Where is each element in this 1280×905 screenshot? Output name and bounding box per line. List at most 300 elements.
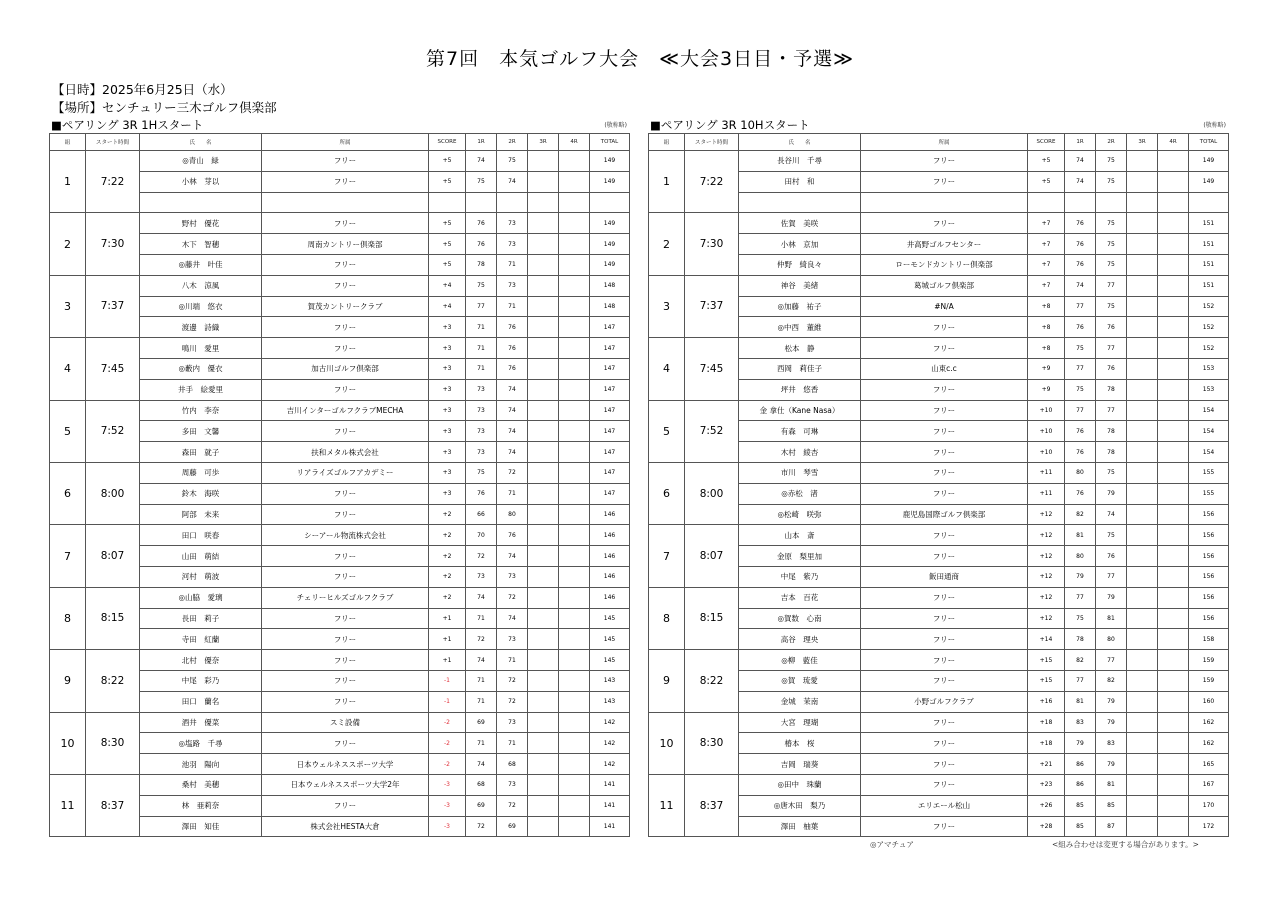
start-time: 8:00 — [685, 462, 739, 524]
player-name: 坪井 悠香 — [739, 379, 861, 400]
player-affiliation: フリー — [262, 546, 429, 567]
player-total: 155 — [1189, 483, 1229, 504]
player-r3 — [1127, 462, 1158, 483]
player-r3 — [1127, 504, 1158, 525]
player-r4 — [1158, 629, 1189, 650]
player-r3 — [1127, 525, 1158, 546]
player-r2: 73 — [497, 275, 528, 296]
player-total: 151 — [1189, 234, 1229, 255]
player-r1: 75 — [1065, 338, 1096, 359]
player-r1: 86 — [1065, 754, 1096, 775]
player-r1: 82 — [1065, 650, 1096, 671]
player-r3 — [528, 213, 559, 234]
player-score: +23 — [1028, 774, 1065, 795]
player-affiliation: フリー — [861, 650, 1028, 671]
player-r2: 74 — [497, 608, 528, 629]
player-score: -3 — [429, 816, 466, 837]
group-number: 1 — [50, 151, 86, 213]
player-r1: 83 — [1065, 712, 1096, 733]
player-total: 159 — [1189, 650, 1229, 671]
player-name: 鳴川 愛里 — [140, 338, 262, 359]
player-r3 — [528, 421, 559, 442]
player-total: 146 — [590, 546, 630, 567]
player-r4 — [559, 338, 590, 359]
player-r2: 77 — [1096, 338, 1127, 359]
player-r1: 77 — [466, 296, 497, 317]
player-r2: 79 — [1096, 587, 1127, 608]
player-score — [429, 192, 466, 213]
player-affiliation: シーアール物流株式会社 — [262, 525, 429, 546]
player-total: 146 — [590, 504, 630, 525]
player-affiliation — [861, 192, 1028, 213]
player-r3 — [528, 650, 559, 671]
player-r3 — [1127, 379, 1158, 400]
player-r4 — [559, 670, 590, 691]
player-name: 池羽 陽向 — [140, 754, 262, 775]
player-r2: 75 — [1096, 234, 1127, 255]
player-name: ◎田中 珠蘭 — [739, 774, 861, 795]
player-name: 桑村 美穂 — [140, 774, 262, 795]
table-row — [649, 587, 1229, 608]
player-r3 — [1127, 608, 1158, 629]
player-r1: 75 — [466, 275, 497, 296]
player-r3 — [1127, 192, 1158, 213]
player-affiliation: フリー — [861, 171, 1028, 192]
player-r1: 75 — [466, 171, 497, 192]
player-r3 — [528, 712, 559, 733]
player-r2: 76 — [497, 317, 528, 338]
player-r3 — [1127, 234, 1158, 255]
player-r3 — [528, 608, 559, 629]
player-score: -2 — [429, 712, 466, 733]
player-score: +12 — [1028, 546, 1065, 567]
player-r4 — [559, 151, 590, 172]
player-r4 — [559, 400, 590, 421]
player-name: 金 拿仕（Kane Nasa） — [739, 400, 861, 421]
player-name: 田村 和 — [739, 171, 861, 192]
player-r1: 76 — [466, 213, 497, 234]
player-total: 142 — [590, 733, 630, 754]
player-r3 — [528, 754, 559, 775]
player-r2: 75 — [1096, 151, 1127, 172]
player-total: 142 — [590, 712, 630, 733]
header-r4: 4R — [559, 134, 590, 151]
player-score: -2 — [429, 754, 466, 775]
player-r3 — [528, 795, 559, 816]
player-r2: 78 — [1096, 442, 1127, 463]
player-r4 — [559, 546, 590, 567]
player-total: 147 — [590, 379, 630, 400]
player-score: +18 — [1028, 733, 1065, 754]
player-total: 141 — [590, 816, 630, 837]
player-r3 — [528, 587, 559, 608]
group-number: 5 — [649, 400, 685, 462]
table-row — [50, 650, 630, 671]
player-score: +12 — [1028, 504, 1065, 525]
player-name: 大宮 理瑚 — [739, 712, 861, 733]
player-total: 145 — [590, 650, 630, 671]
player-r1: 71 — [466, 670, 497, 691]
honorifics-note: (敬称略) — [1203, 122, 1226, 129]
player-r4 — [1158, 171, 1189, 192]
player-name: 神谷 美緒 — [739, 275, 861, 296]
player-affiliation: 井高野ゴルフセンター — [861, 234, 1028, 255]
player-affiliation: フリー — [861, 774, 1028, 795]
player-affiliation: フリー — [861, 483, 1028, 504]
player-r2: 80 — [1096, 629, 1127, 650]
player-r2: 74 — [497, 400, 528, 421]
player-r4 — [559, 712, 590, 733]
table-row — [50, 338, 630, 359]
player-name: ◎赤松 渚 — [739, 483, 861, 504]
player-affiliation: フリー — [861, 379, 1028, 400]
player-score: +3 — [429, 421, 466, 442]
player-total: 149 — [1189, 171, 1229, 192]
player-r4 — [1158, 754, 1189, 775]
player-r2: 73 — [497, 774, 528, 795]
player-score: +15 — [1028, 650, 1065, 671]
player-r3 — [528, 358, 559, 379]
player-r4 — [1158, 296, 1189, 317]
player-r3 — [1127, 421, 1158, 442]
start-time: 8:15 — [685, 587, 739, 649]
group-number: 7 — [649, 525, 685, 587]
table-row — [649, 275, 1229, 296]
player-name: ◎柳 藍佳 — [739, 650, 861, 671]
player-r2: 85 — [1096, 795, 1127, 816]
player-total: 152 — [1189, 338, 1229, 359]
player-affiliation: フリー — [262, 795, 429, 816]
player-r1: 73 — [466, 442, 497, 463]
player-r4 — [1158, 546, 1189, 567]
player-total: 142 — [590, 754, 630, 775]
player-name: 西岡 莉佳子 — [739, 358, 861, 379]
player-r4 — [1158, 379, 1189, 400]
player-name: 金城 茉南 — [739, 691, 861, 712]
player-total: 156 — [1189, 608, 1229, 629]
start-time: 7:45 — [685, 338, 739, 400]
player-name: ◎藤井 叶佳 — [140, 254, 262, 275]
player-total: 156 — [1189, 587, 1229, 608]
player-name: 市川 琴雪 — [739, 462, 861, 483]
player-r4 — [1158, 670, 1189, 691]
player-r1: 69 — [466, 712, 497, 733]
player-r1: 72 — [466, 816, 497, 837]
player-r2: 81 — [1096, 608, 1127, 629]
player-r2: 78 — [1096, 379, 1127, 400]
group-number: 10 — [649, 712, 685, 774]
player-r3 — [1127, 151, 1158, 172]
player-score: +5 — [1028, 171, 1065, 192]
player-total: 162 — [1189, 733, 1229, 754]
player-total: 146 — [590, 587, 630, 608]
player-name: 椿本 桜 — [739, 733, 861, 754]
player-name: 森田 就子 — [140, 442, 262, 463]
player-r4 — [559, 254, 590, 275]
player-affiliation: フリー — [861, 421, 1028, 442]
player-total: 170 — [1189, 795, 1229, 816]
player-r3 — [528, 151, 559, 172]
player-r1: 76 — [466, 483, 497, 504]
player-score: +8 — [1028, 338, 1065, 359]
player-score: +5 — [429, 151, 466, 172]
player-r4 — [1158, 566, 1189, 587]
player-score: +1 — [429, 629, 466, 650]
table-row — [50, 525, 630, 546]
player-name: 寺田 紅蘭 — [140, 629, 262, 650]
start-time: 7:37 — [86, 275, 140, 337]
player-r1: 74 — [1065, 275, 1096, 296]
player-score: +15 — [1028, 670, 1065, 691]
group-number: 2 — [649, 213, 685, 275]
player-affiliation: フリー — [861, 587, 1028, 608]
player-name: 高谷 理央 — [739, 629, 861, 650]
player-r4 — [559, 525, 590, 546]
player-r2: 77 — [1096, 566, 1127, 587]
player-r4 — [559, 317, 590, 338]
player-r3 — [1127, 566, 1158, 587]
player-score: +3 — [429, 462, 466, 483]
player-r1: 71 — [466, 317, 497, 338]
player-r3 — [1127, 670, 1158, 691]
player-total: 160 — [1189, 691, 1229, 712]
start-time: 8:30 — [685, 712, 739, 774]
player-r4 — [559, 171, 590, 192]
start-time: 7:22 — [685, 151, 739, 213]
player-score: +8 — [1028, 296, 1065, 317]
player-affiliation: リアライズゴルフアカデミー — [262, 462, 429, 483]
header-r3: 3R — [528, 134, 559, 151]
player-r4 — [559, 566, 590, 587]
header-r1: 1R — [1065, 134, 1096, 151]
player-affiliation: エリエール松山 — [861, 795, 1028, 816]
player-affiliation: 山東c.c — [861, 358, 1028, 379]
player-r4 — [559, 691, 590, 712]
player-r1: 80 — [1065, 546, 1096, 567]
player-r3 — [1127, 691, 1158, 712]
player-affiliation: フリー — [861, 213, 1028, 234]
player-affiliation: フリー — [262, 483, 429, 504]
player-name: 北村 優奈 — [140, 650, 262, 671]
player-total: 154 — [1189, 400, 1229, 421]
player-r1: 79 — [1065, 566, 1096, 587]
player-name: ◎加藤 祐子 — [739, 296, 861, 317]
player-r4 — [559, 296, 590, 317]
player-r3 — [528, 317, 559, 338]
player-total: 143 — [590, 691, 630, 712]
table-row — [649, 462, 1229, 483]
start-time: 8:07 — [685, 525, 739, 587]
player-affiliation: フリー — [262, 691, 429, 712]
player-r4 — [559, 379, 590, 400]
player-name: 山田 萌結 — [140, 546, 262, 567]
player-total: 143 — [590, 670, 630, 691]
player-score: +21 — [1028, 754, 1065, 775]
player-r1: 74 — [466, 587, 497, 608]
player-r4 — [1158, 795, 1189, 816]
player-name: 渡邊 詩織 — [140, 317, 262, 338]
player-r2: 71 — [497, 296, 528, 317]
player-r1: 81 — [1065, 525, 1096, 546]
player-affiliation: フリー — [861, 816, 1028, 837]
page-title: 第7回 本気ゴルフ大会 ≪大会3日目・予選≫ — [426, 48, 854, 70]
player-total: 152 — [1189, 317, 1229, 338]
player-affiliation: 日本ウェルネススポーツ大学2年 — [262, 774, 429, 795]
player-r2: 74 — [497, 442, 528, 463]
player-r3 — [528, 442, 559, 463]
player-r4 — [559, 213, 590, 234]
player-r1: 82 — [1065, 504, 1096, 525]
start-time: 8:15 — [86, 587, 140, 649]
player-name: 澤田 知佳 — [140, 816, 262, 837]
player-affiliation: フリー — [861, 462, 1028, 483]
panel-title: ■ペアリング 3R 10Hスタート — [650, 118, 810, 132]
player-score: +10 — [1028, 400, 1065, 421]
player-affiliation: フリー — [861, 400, 1028, 421]
player-r3 — [528, 629, 559, 650]
player-score: +16 — [1028, 691, 1065, 712]
player-name: 鈴木 海咲 — [140, 483, 262, 504]
amateur-legend: ◎アマチュア — [870, 840, 914, 849]
group-number: 8 — [50, 587, 86, 649]
player-r2: 75 — [1096, 462, 1127, 483]
player-affiliation: フリー — [262, 421, 429, 442]
player-affiliation: スミ設備 — [262, 712, 429, 733]
player-score: +7 — [1028, 275, 1065, 296]
player-name: 吉岡 瑞葵 — [739, 754, 861, 775]
player-r3 — [528, 400, 559, 421]
player-total: 149 — [590, 171, 630, 192]
player-r4 — [1158, 691, 1189, 712]
player-affiliation: フリー — [861, 525, 1028, 546]
pairing-panel-10h — [648, 117, 1228, 837]
player-r4 — [559, 483, 590, 504]
player-total: 145 — [590, 629, 630, 650]
player-r4 — [1158, 608, 1189, 629]
player-name: ◎塩路 千尋 — [140, 733, 262, 754]
player-r2 — [497, 192, 528, 213]
change-notice: <組み合わせは変更する場合があります。> — [1052, 840, 1199, 849]
player-name: 田口 蘭名 — [140, 691, 262, 712]
player-r2: 74 — [497, 421, 528, 442]
player-score: +1 — [429, 650, 466, 671]
player-score: +12 — [1028, 566, 1065, 587]
player-name: 長田 莉子 — [140, 608, 262, 629]
player-r2: 74 — [497, 171, 528, 192]
player-affiliation: フリー — [861, 338, 1028, 359]
player-total: 149 — [590, 151, 630, 172]
header-total: TOTAL — [1189, 134, 1229, 151]
player-r4 — [559, 774, 590, 795]
player-total: 154 — [1189, 442, 1229, 463]
player-affiliation: 吉川インターゴルフクラブMECHA — [262, 400, 429, 421]
header-score: SCORE — [429, 134, 466, 151]
player-r3 — [1127, 712, 1158, 733]
player-r2: 75 — [1096, 525, 1127, 546]
player-name: 有森 可琳 — [739, 421, 861, 442]
player-score: +4 — [429, 296, 466, 317]
player-name: 松本 静 — [739, 338, 861, 359]
player-r4 — [559, 608, 590, 629]
player-affiliation: 周南カントリー倶楽部 — [262, 234, 429, 255]
player-r1: 68 — [466, 774, 497, 795]
player-score: +11 — [1028, 462, 1065, 483]
player-r3 — [528, 379, 559, 400]
player-r4 — [559, 795, 590, 816]
start-time: 7:22 — [86, 151, 140, 213]
pairing-table — [49, 133, 630, 837]
player-r1: 77 — [1065, 670, 1096, 691]
player-name: 木下 智穂 — [140, 234, 262, 255]
player-r1: 66 — [466, 504, 497, 525]
player-affiliation: フリー — [262, 275, 429, 296]
player-r2: 72 — [497, 462, 528, 483]
event-place: 【場所】センチュリー三木ゴルフ倶楽部 — [52, 100, 277, 115]
player-r1: 85 — [1065, 816, 1096, 837]
player-r3 — [528, 691, 559, 712]
player-r1: 78 — [466, 254, 497, 275]
panel-title: ■ペアリング 3R 1Hスタート — [51, 118, 204, 132]
player-r2: 75 — [1096, 254, 1127, 275]
player-r3 — [528, 254, 559, 275]
player-total: 155 — [1189, 462, 1229, 483]
player-r1: 76 — [466, 234, 497, 255]
player-r2: 78 — [1096, 421, 1127, 442]
player-r3 — [1127, 816, 1158, 837]
player-r2: 72 — [497, 691, 528, 712]
player-name: 澤田 柚葉 — [739, 816, 861, 837]
player-total: 141 — [590, 774, 630, 795]
player-r1: 85 — [1065, 795, 1096, 816]
player-affiliation — [262, 192, 429, 213]
player-r3 — [1127, 442, 1158, 463]
player-affiliation: #N/A — [861, 296, 1028, 317]
player-total: 148 — [590, 296, 630, 317]
player-score: +7 — [1028, 254, 1065, 275]
player-score: +5 — [429, 254, 466, 275]
player-total: 147 — [590, 338, 630, 359]
group-number: 11 — [50, 774, 86, 836]
player-name: 阿部 未来 — [140, 504, 262, 525]
player-score: +28 — [1028, 816, 1065, 837]
player-r3 — [1127, 733, 1158, 754]
player-r2: 76 — [497, 358, 528, 379]
player-r3 — [528, 670, 559, 691]
player-r1: 71 — [466, 358, 497, 379]
player-name: ◎唐木田 梨乃 — [739, 795, 861, 816]
player-total: 141 — [590, 795, 630, 816]
player-r4 — [1158, 816, 1189, 837]
player-name: 多田 文馨 — [140, 421, 262, 442]
player-r3 — [528, 816, 559, 837]
player-r4 — [559, 587, 590, 608]
player-r4 — [559, 816, 590, 837]
table-row — [50, 400, 630, 421]
player-total: 158 — [1189, 629, 1229, 650]
player-name: ◎青山 緑 — [140, 151, 262, 172]
player-r4 — [559, 442, 590, 463]
player-r3 — [528, 338, 559, 359]
player-affiliation: フリー — [861, 670, 1028, 691]
player-total: 156 — [1189, 504, 1229, 525]
group-number: 6 — [649, 462, 685, 524]
table-row — [649, 712, 1229, 733]
player-total: 147 — [590, 483, 630, 504]
player-score: +3 — [429, 442, 466, 463]
player-r3 — [1127, 338, 1158, 359]
player-r1: 74 — [466, 151, 497, 172]
player-r4 — [1158, 317, 1189, 338]
